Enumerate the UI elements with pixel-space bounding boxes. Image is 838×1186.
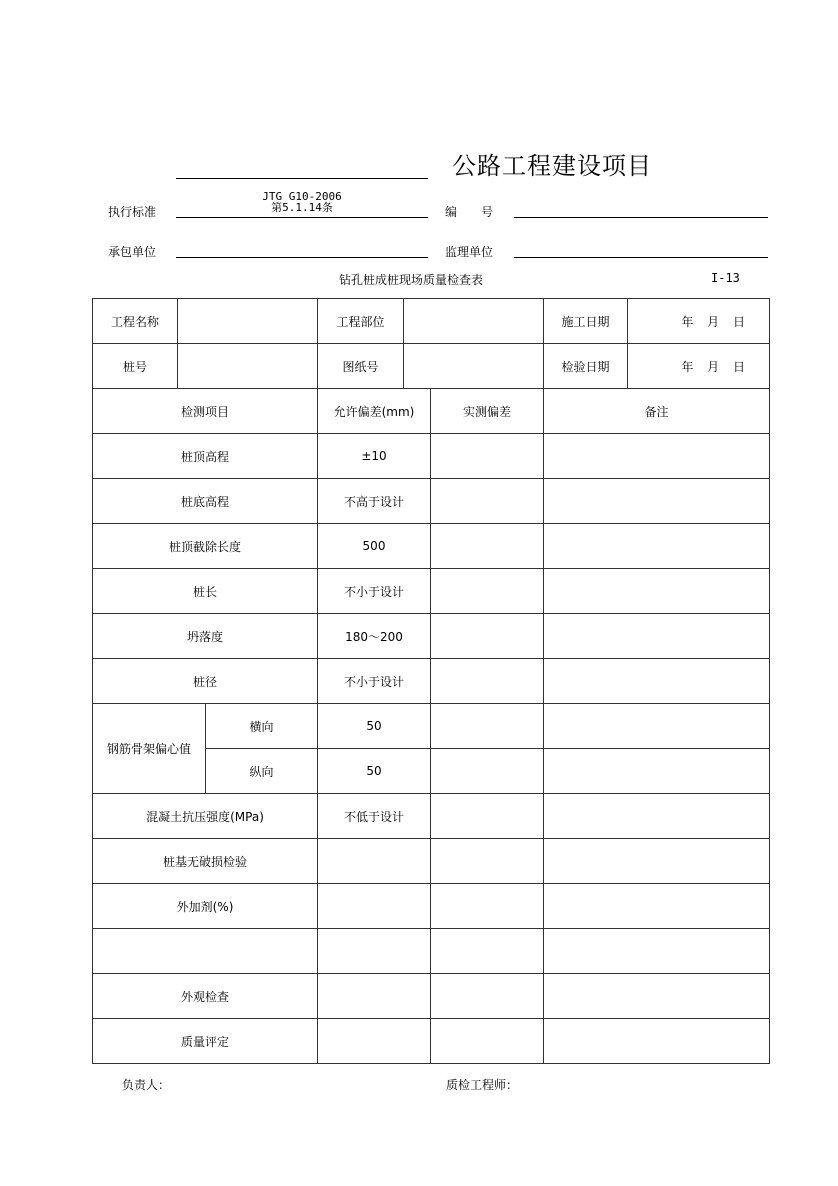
table-row bbox=[93, 974, 770, 1019]
table-row bbox=[93, 569, 770, 614]
number-field[interactable] bbox=[514, 217, 768, 218]
allowed-cell bbox=[318, 974, 431, 1019]
allowed-cell: 50 bbox=[318, 704, 431, 749]
allowed-cell: 500 bbox=[318, 524, 431, 569]
standard-line bbox=[176, 217, 428, 218]
remark-cell[interactable] bbox=[544, 524, 770, 569]
item-cell bbox=[93, 929, 318, 974]
item-cell: 质量评定 bbox=[93, 1019, 318, 1064]
measured-cell[interactable] bbox=[431, 569, 544, 614]
allowed-cell bbox=[318, 929, 431, 974]
allowed-cell bbox=[318, 1019, 431, 1064]
construction-date-label: 施工日期 bbox=[544, 299, 628, 344]
allowed-cell bbox=[318, 884, 431, 929]
standard-value bbox=[177, 191, 427, 213]
column-header-item: 检测项目 bbox=[93, 389, 318, 434]
page-title: 公路工程建设项目 bbox=[452, 152, 652, 180]
allowed-cell: 不小于设计 bbox=[318, 569, 431, 614]
remark-cell[interactable] bbox=[544, 884, 770, 929]
item-cell: 混凝土抗压强度(MPa) bbox=[93, 794, 318, 839]
remark-cell[interactable] bbox=[544, 749, 770, 794]
remark-cell[interactable] bbox=[544, 569, 770, 614]
item-cell: 桩底高程 bbox=[93, 479, 318, 524]
drawing-no-label: 图纸号 bbox=[318, 344, 404, 389]
pile-no-label: 桩号 bbox=[93, 344, 178, 389]
table-row bbox=[93, 479, 770, 524]
remark-cell[interactable] bbox=[544, 659, 770, 704]
table-row bbox=[93, 839, 770, 884]
qc-engineer-label: 质检工程师： bbox=[446, 1078, 519, 1092]
measured-cell[interactable] bbox=[431, 614, 544, 659]
measured-cell[interactable] bbox=[431, 749, 544, 794]
measured-cell[interactable] bbox=[431, 794, 544, 839]
table-row bbox=[93, 1019, 770, 1064]
responsible-label: 负责人： bbox=[122, 1078, 171, 1092]
item-cell: 桩径 bbox=[93, 659, 318, 704]
measured-cell[interactable] bbox=[431, 1019, 544, 1064]
allowed-cell: 不低于设计 bbox=[318, 794, 431, 839]
rebar-sub-label: 横向 bbox=[206, 704, 318, 749]
project-part-label: 工程部位 bbox=[318, 299, 404, 344]
standard-code: JTG G10-2006 bbox=[262, 190, 342, 203]
allowed-cell: 50 bbox=[318, 749, 431, 794]
remark-cell[interactable] bbox=[544, 479, 770, 524]
item-cell: 外观检查 bbox=[93, 974, 318, 1019]
remark-cell[interactable] bbox=[544, 1019, 770, 1064]
column-header-remark: 备注 bbox=[544, 389, 770, 434]
allowed-cell: 不高于设计 bbox=[318, 479, 431, 524]
contractor-label: 承包单位 bbox=[108, 245, 157, 259]
project-name-label: 工程名称 bbox=[93, 299, 178, 344]
item-cell: 桩基无破损检验 bbox=[93, 839, 318, 884]
rebar-sub-label: 纵向 bbox=[206, 749, 318, 794]
construction-date-field[interactable]: 年 月 日 bbox=[628, 299, 770, 344]
measured-cell[interactable] bbox=[431, 434, 544, 479]
measured-cell[interactable] bbox=[431, 974, 544, 1019]
pile-no-field[interactable] bbox=[178, 344, 318, 389]
table-row bbox=[93, 434, 770, 479]
measured-cell[interactable] bbox=[431, 524, 544, 569]
table-row bbox=[93, 794, 770, 839]
remark-cell[interactable] bbox=[544, 614, 770, 659]
item-cell: 坍落度 bbox=[93, 614, 318, 659]
form-code: I-13 bbox=[711, 271, 740, 285]
supervisor-field[interactable] bbox=[514, 257, 768, 258]
standard-label: 执行标准 bbox=[108, 205, 157, 219]
remark-cell[interactable] bbox=[544, 839, 770, 884]
item-cell: 桩长 bbox=[93, 569, 318, 614]
table-row bbox=[93, 299, 770, 344]
standard-clause: 第5.1.14条 bbox=[271, 201, 333, 214]
measured-cell[interactable] bbox=[431, 704, 544, 749]
measured-cell[interactable] bbox=[431, 839, 544, 884]
column-header-measured: 实测偏差 bbox=[431, 389, 544, 434]
item-cell: 桩顶截除长度 bbox=[93, 524, 318, 569]
table-row bbox=[93, 614, 770, 659]
table-row bbox=[93, 659, 770, 704]
project-name-field[interactable] bbox=[178, 299, 318, 344]
remark-cell[interactable] bbox=[544, 434, 770, 479]
project-part-field[interactable] bbox=[404, 299, 544, 344]
form-title: 钻孔桩成桩现场质量检查表 bbox=[339, 273, 484, 287]
table-row bbox=[93, 929, 770, 974]
allowed-cell: 不小于设计 bbox=[318, 659, 431, 704]
supervisor-label: 监理单位 bbox=[445, 245, 494, 259]
table-row bbox=[93, 524, 770, 569]
allowed-cell: ±10 bbox=[318, 434, 431, 479]
contractor-field[interactable] bbox=[176, 257, 428, 258]
allowed-cell: 180～200 bbox=[318, 614, 431, 659]
remark-cell[interactable] bbox=[544, 794, 770, 839]
rebar-item: 钢筋骨架偏心值 bbox=[93, 704, 206, 794]
column-header-allowed: 允许偏差(mm) bbox=[318, 389, 431, 434]
table-header-row bbox=[93, 389, 770, 434]
table-row bbox=[93, 884, 770, 929]
drawing-no-field[interactable] bbox=[404, 344, 544, 389]
inspection-date-field[interactable]: 年 月 日 bbox=[628, 344, 770, 389]
measured-cell[interactable] bbox=[431, 659, 544, 704]
measured-cell[interactable] bbox=[431, 929, 544, 974]
item-cell: 外加剂(%) bbox=[93, 884, 318, 929]
remark-cell[interactable] bbox=[544, 974, 770, 1019]
inspection-date-label: 检验日期 bbox=[544, 344, 628, 389]
remark-cell[interactable] bbox=[544, 704, 770, 749]
number-label: 编 号 bbox=[445, 205, 494, 219]
measured-cell[interactable] bbox=[431, 479, 544, 524]
table-row bbox=[93, 704, 770, 749]
measured-cell[interactable] bbox=[431, 884, 544, 929]
remark-cell[interactable] bbox=[544, 929, 770, 974]
inspection-table bbox=[92, 298, 770, 1064]
table-row bbox=[93, 344, 770, 389]
allowed-cell bbox=[318, 839, 431, 884]
project-name-line bbox=[176, 178, 428, 179]
item-cell: 桩顶高程 bbox=[93, 434, 318, 479]
